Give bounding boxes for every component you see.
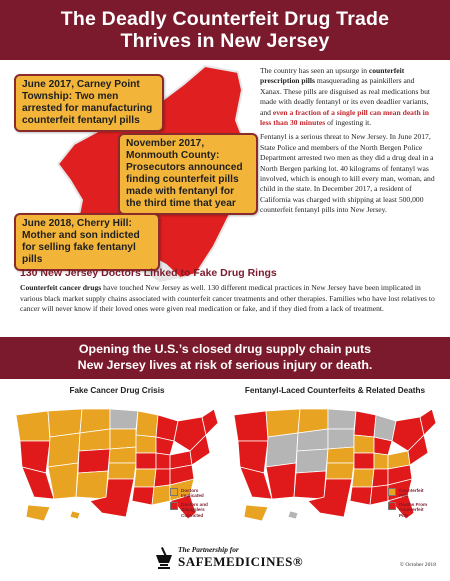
mortar-pestle-icon bbox=[154, 547, 174, 569]
copyright-date: © October 2018 bbox=[399, 562, 436, 568]
fentanyl-map-title: Fentanyl-Laced Counterfeits & Related Deaths bbox=[244, 386, 426, 395]
legend-item-counterfeit-pills: Counterfeit Pills bbox=[388, 488, 429, 499]
legend-item-deaths: Deaths From Counterfeit Pills bbox=[388, 502, 429, 518]
legend-swatch-orange bbox=[388, 488, 396, 496]
fentanyl-legend bbox=[388, 488, 429, 521]
intro-paragraph-2: Fentanyl is a serious threat to New Jersey. In June 2017, State Police and members of the North Bergen Police Department arrested two men as they did a drug deal in a North Bergen parking lot. 40 kilograms of fentanyl was involved, which is enough to kill every man, woman, and child in the state. In December 2017, a resident of California was charged with shipping at least 500,000 counterfeit fentanyl pills into New Jersey. bbox=[260, 132, 435, 215]
legend-item-doctors-implicated: Doctors Implicated bbox=[170, 488, 211, 499]
legend-swatch-orange bbox=[170, 488, 178, 496]
intro-paragraph-1: The country has seen an upsurge in counterfeit prescription pills masquerading as painkillers and Xanax. These pills are disguised as real medications but made with deadly fentanyl or its even deadlier variants, and even a fraction of a single pill can mean death in less than 30 minutes of ingesting it. bbox=[260, 66, 431, 128]
logo-wordmark: SAFEMEDICINES® bbox=[178, 554, 304, 569]
cancer-drug-legend bbox=[170, 488, 211, 521]
legend-swatch-red bbox=[388, 502, 396, 510]
legend-swatch-red bbox=[170, 502, 178, 510]
callout-carney-point: June 2017, Carney Point Township: Two men arrested for manufacturing counterfeit fentanyl pills bbox=[14, 74, 164, 132]
cancer-drug-map-title: Fake Cancer Drug Crisis bbox=[69, 386, 165, 395]
risk-banner-line2: New Jersey lives at risk of serious injury or death. bbox=[77, 358, 373, 372]
doctors-heading: 130 New Jersey Doctors Linked to Fake Drug Rings bbox=[20, 267, 277, 279]
page-title-line1: The Deadly Counterfeit Drug Trade bbox=[60, 8, 390, 30]
callout-cherry-hill: June 2018, Cherry Hill: Mother and son indicted for selling fake fentanyl pills bbox=[14, 213, 160, 271]
partnership-logo bbox=[150, 545, 310, 573]
risk-banner-line1: Opening the U.S.’s closed drug supply chain puts bbox=[78, 342, 372, 356]
legend-item-convicted: Doctors and Smugglers Convicted bbox=[170, 502, 211, 518]
doctors-paragraph: Counterfeit cancer drugs have touched New Jersey as well. 130 different medical practices in New Jersey have been implicated in various black market supply chains associated with counterfeit cancer treatments and other therapies. Families who have lost relatives to cancer will never know if their loved ones were given real medication or fake, and if they died from a lack of treatment. bbox=[20, 283, 435, 314]
intro-text bbox=[260, 66, 438, 220]
risk-banner bbox=[0, 337, 450, 379]
page-header bbox=[0, 0, 450, 60]
logo-tagline: The Partnership for bbox=[178, 545, 239, 554]
callout-monmouth-county: November 2017, Monmouth County: Prosecutors announced finding counterfeit pills made with fentanyl for the third time that year bbox=[118, 133, 258, 215]
page-title-line2: Thrives in New Jersey bbox=[120, 30, 330, 52]
